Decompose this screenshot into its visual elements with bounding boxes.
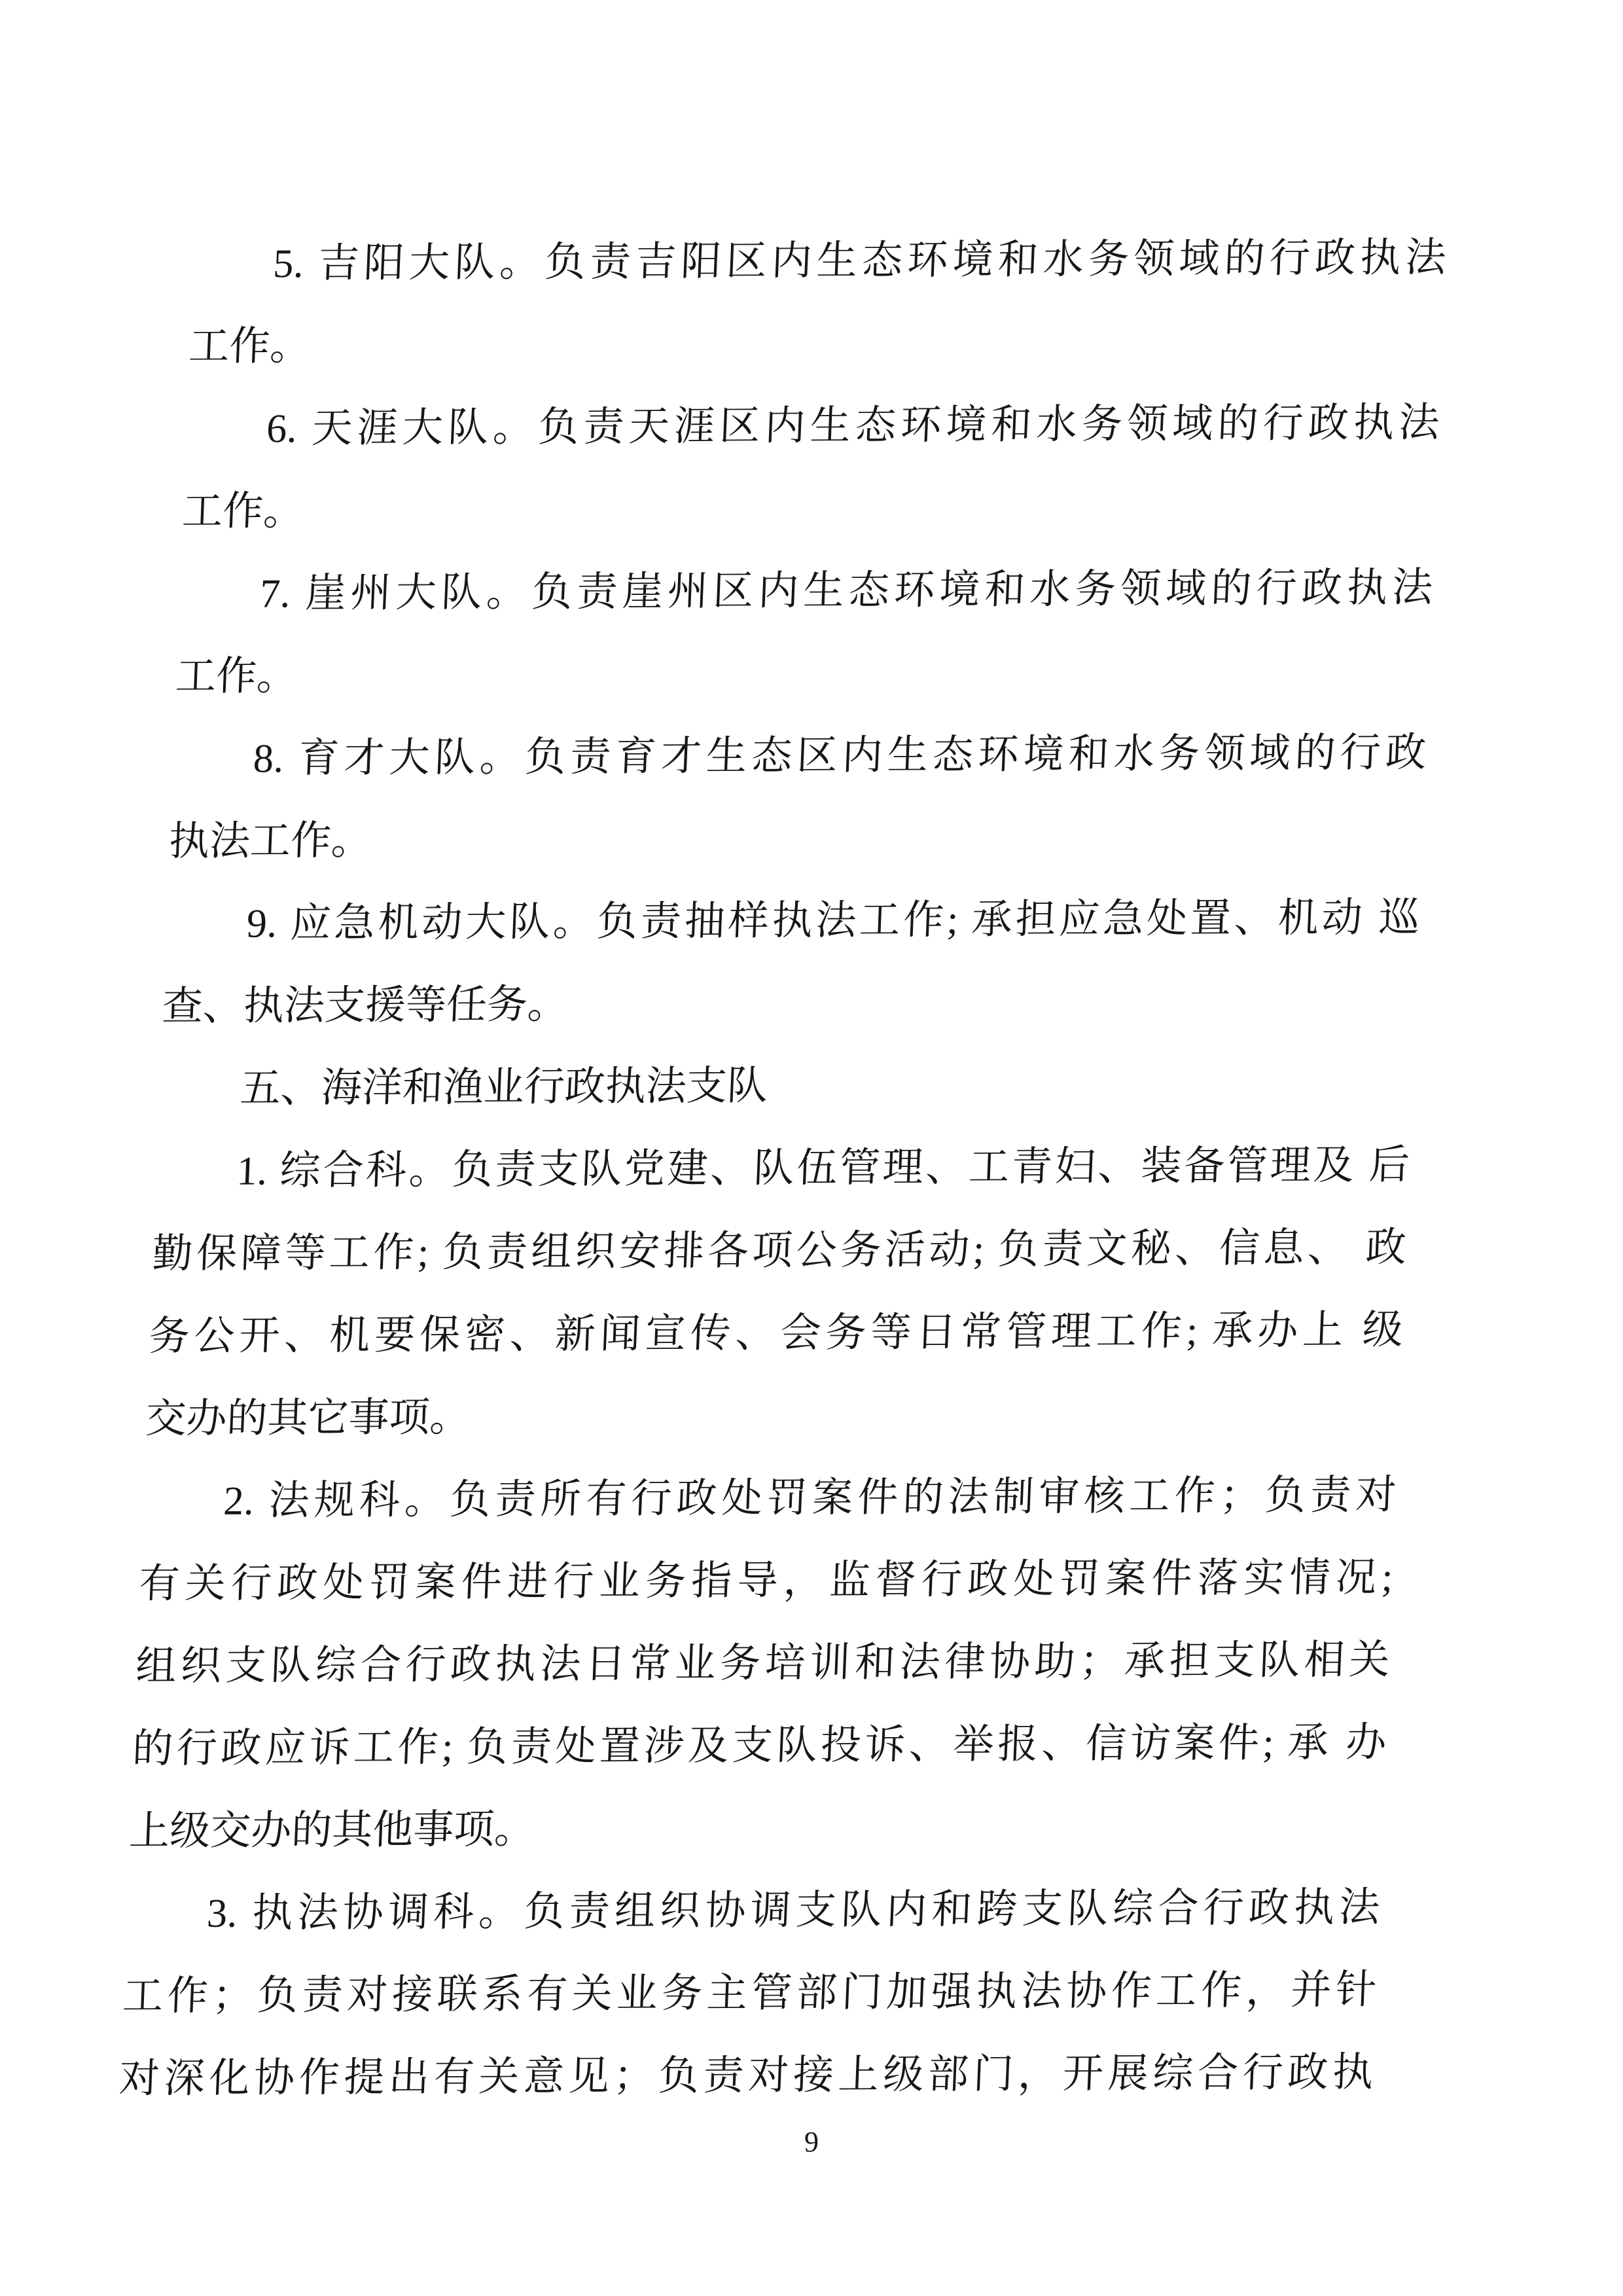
text-line: 5. 吉阳大队。负责吉阳区内生态环境和水务领域的行政执法: [272, 235, 1447, 287]
text-line: 8. 育才大队。负责育才生态区内生态环境和水务领域的行政: [252, 730, 1427, 781]
text-line: 勤保障等工作; 负责组织安排各项公务活动; 负责文秘、信息、 政: [151, 1225, 1408, 1277]
text-line: 1. 综合科。负责支队党建、队伍管理、工青妇、装备管理及 后: [236, 1143, 1411, 1194]
paragraph: [181, 382, 1441, 553]
text-line: 组织支队综合行政执法日常业务培训和法律协助；承担支队相关: [135, 1638, 1391, 1689]
text-line: 工作。: [174, 654, 298, 700]
text-line: 有关行政处罚案件进行业务指导，监督行政处罚案件落实情况;: [138, 1555, 1394, 1607]
text-line: 对深化协作提出有关意见；负责对接上级部门，开展综合行政执: [118, 2050, 1374, 2102]
paragraph: [128, 1454, 1398, 1873]
text-line: 交办的其它事项。: [145, 1395, 471, 1442]
text-line: 工作。: [181, 489, 305, 535]
section-heading: [157, 1041, 1414, 1130]
paragraph: [174, 547, 1435, 718]
text-line: 9. 应急机动大队。负责抽样执法工作; 承担应急处置、机动 巡: [245, 895, 1421, 946]
text-line: 上级交办的其他事项。: [128, 1807, 536, 1854]
text-line: 3. 执法协调科。负责组织协调支队内和跨支队综合行政执法: [205, 1885, 1381, 1936]
paragraph: [187, 217, 1448, 388]
text-line: 工作。: [188, 324, 312, 370]
paragraph: [118, 1867, 1382, 2121]
text-line: 6. 天涯大队。负责天涯区内生态环境和水务领域的行政执法: [265, 401, 1440, 452]
text-line: 查、执法支援等任务。: [161, 982, 569, 1030]
text-line: 务公开、机要保密、新闻宣传、会务等日常管理工作; 承办上 级: [148, 1308, 1404, 1359]
paragraph: [144, 1124, 1411, 1460]
paragraph: [160, 876, 1421, 1048]
page-number: 9: [804, 2126, 819, 2158]
text-block: [118, 217, 1448, 2121]
text-line: 执法工作。: [168, 818, 373, 865]
text-line: 五、海洋和渔业行政执法支队: [239, 1064, 769, 1111]
text-line: 7. 崖州大队。负责崖州区内生态环境和水务领域的行政执法: [259, 565, 1434, 617]
text-line: 的行政应诉工作; 负责处置涉及支队投诉、举报、信访案件; 承 办: [131, 1720, 1387, 1772]
paragraph: [168, 711, 1428, 883]
text-line: 工作；负责对接联系有关业务主管部门加强执法协作工作，并针: [121, 1967, 1378, 2019]
text-line: 2. 法规科。负责所有行政处罚案件的法制审核工作；负责对: [223, 1473, 1397, 1524]
